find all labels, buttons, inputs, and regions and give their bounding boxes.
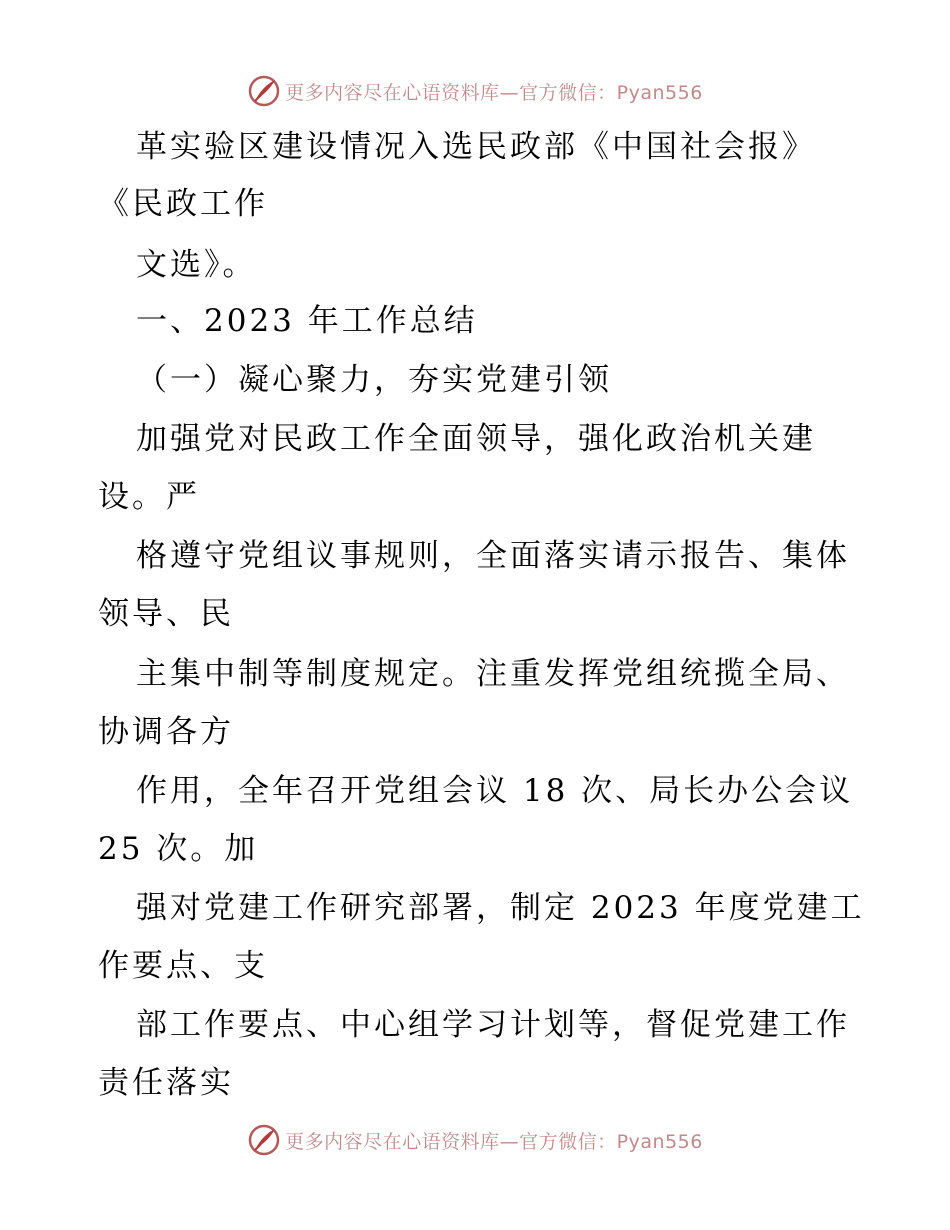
body-line: 《民政工作 — [98, 186, 268, 222]
body-line: 强对党建工作研究部署，制定 2023 年度党建工 — [136, 890, 865, 926]
body-line: 领导、民 — [98, 596, 234, 632]
watermark-text: 更多内容尽在心语资料库—官方微信：Pyan556 — [285, 81, 703, 104]
body-line: 革实验区建设情况入选民政部《中国社会报》 — [136, 129, 816, 165]
watermark-text: 更多内容尽在心语资料库—官方微信：Pyan556 — [285, 1130, 703, 1153]
body-line: 协调各方 — [98, 714, 234, 750]
body-line: 25 次。加 — [98, 831, 259, 867]
body-line: 作要点、支 — [98, 948, 268, 984]
body-line: 作用，全年召开党组会议 18 次、局长办公会议 — [136, 773, 854, 809]
footer-watermark — [0, 1120, 950, 1160]
section-heading: 一、2023 年工作总结 — [136, 303, 478, 339]
body-line: 文选》。 — [136, 247, 257, 283]
body-line: 主集中制等制度规定。注重发挥党组统揽全局、 — [136, 656, 850, 692]
feather-quill-logo-icon — [247, 1123, 281, 1157]
body-line: 加强党对民政工作全面领导，强化政治机关建 — [136, 421, 816, 457]
body-line: 格遵守党组议事规则，全面落实请示报告、集体 — [136, 538, 850, 574]
subsection-heading: （一）凝心聚力，夯实党建引领 — [136, 362, 612, 398]
body-line: 责任落实 — [98, 1065, 234, 1101]
body-line: 设。严 — [98, 479, 200, 515]
body-line: 部工作要点、中心组学习计划等，督促党建工作 — [136, 1007, 850, 1043]
